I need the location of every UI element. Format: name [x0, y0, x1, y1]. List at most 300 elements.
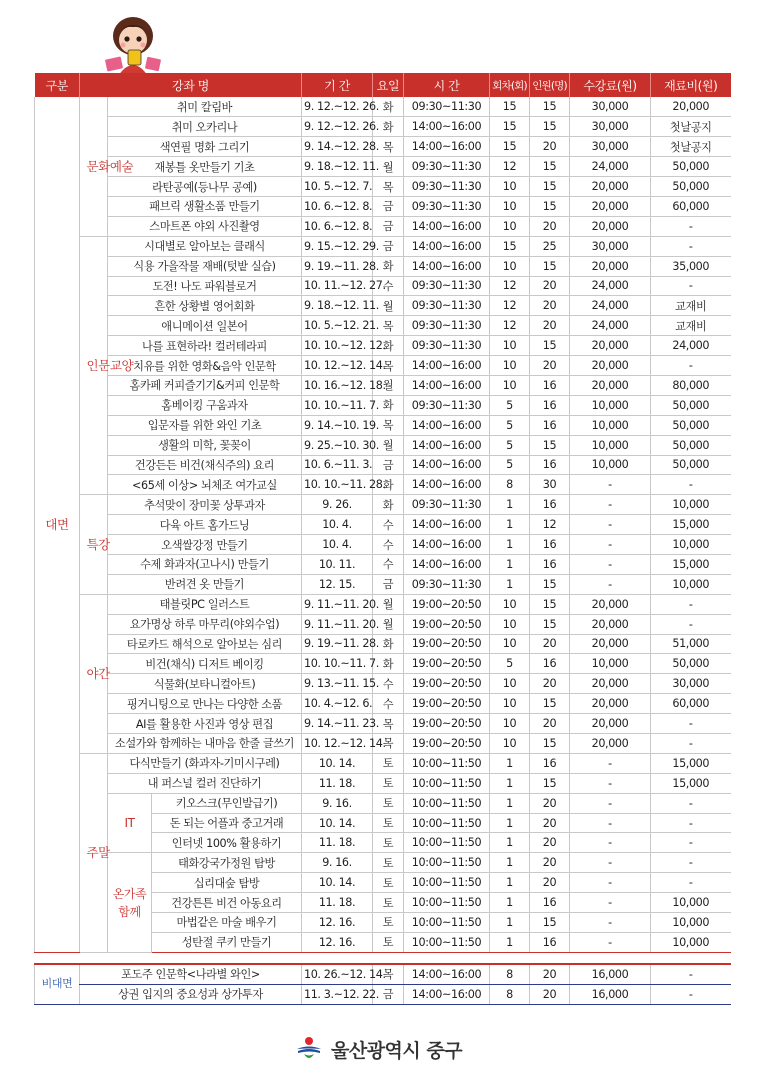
course-name: 태화강국가정원 탐방 — [152, 853, 302, 873]
course-capacity: 20 — [530, 813, 570, 833]
course-sessions: 1 — [490, 515, 530, 535]
course-material: 첫날공지 — [651, 137, 731, 157]
course-material: 50,000 — [651, 157, 731, 177]
course-period: 10. 6.~11. 3. — [302, 455, 373, 475]
course-capacity: 15 — [530, 694, 570, 714]
course-time: 19:00~20:50 — [404, 634, 490, 654]
course-day: 월 — [373, 614, 404, 634]
course-capacity: 20 — [530, 137, 570, 157]
table-row — [35, 475, 731, 495]
course-capacity: 16 — [530, 535, 570, 555]
course-day: 금 — [373, 236, 404, 256]
course-name: 시대별로 알아보는 클래식 — [108, 236, 302, 256]
course-day: 월 — [373, 375, 404, 395]
course-day: 수 — [373, 535, 404, 555]
table-row — [35, 455, 731, 475]
course-sessions: 12 — [490, 296, 530, 316]
course-material: - — [651, 714, 731, 734]
course-capacity: 20 — [530, 714, 570, 734]
course-sessions: 1 — [490, 495, 530, 515]
table-row — [35, 375, 731, 395]
course-period: 9. 14.~10. 19. — [302, 415, 373, 435]
course-period: 11. 18. — [302, 773, 373, 793]
course-day: 금 — [373, 455, 404, 475]
course-name: 반려견 옷 만들기 — [108, 574, 302, 594]
table-row — [35, 714, 731, 734]
course-capacity: 15 — [530, 177, 570, 197]
course-time: 10:00~11:50 — [404, 893, 490, 913]
course-sessions: 1 — [490, 833, 530, 853]
course-period: 10. 4.~12. 6. — [302, 694, 373, 714]
course-material: - — [651, 734, 731, 754]
course-capacity: 20 — [530, 793, 570, 813]
course-material: 교재비 — [651, 316, 731, 336]
table-row — [35, 296, 731, 316]
course-capacity: 16 — [530, 415, 570, 435]
course-capacity: 20 — [530, 873, 570, 893]
course-material: 10,000 — [651, 535, 731, 555]
course-day: 토 — [373, 853, 404, 873]
table-row — [35, 853, 731, 873]
course-sessions: 1 — [490, 773, 530, 793]
course-time: 19:00~20:50 — [404, 654, 490, 674]
course-material: 60,000 — [651, 694, 731, 714]
course-fee: - — [570, 932, 651, 952]
course-capacity: 15 — [530, 196, 570, 216]
course-day: 월 — [373, 594, 404, 614]
group-label-culture: 문화예술 — [80, 97, 108, 236]
course-material: - — [651, 984, 731, 1004]
course-day: 화 — [373, 654, 404, 674]
course-capacity: 15 — [530, 913, 570, 933]
course-day: 금 — [373, 574, 404, 594]
course-period: 9. 15.~12. 29. — [302, 236, 373, 256]
course-name: 식물화(보타니컬아트) — [108, 674, 302, 694]
course-day: 토 — [373, 932, 404, 952]
course-fee: - — [570, 773, 651, 793]
course-capacity: 20 — [530, 296, 570, 316]
course-material: 10,000 — [651, 574, 731, 594]
table-row — [35, 117, 731, 137]
course-capacity: 15 — [530, 336, 570, 356]
course-day: 화 — [373, 336, 404, 356]
course-day: 금 — [373, 216, 404, 236]
course-time: 09:30~11:30 — [404, 97, 490, 117]
course-time: 09:30~11:30 — [404, 495, 490, 515]
course-time: 09:30~11:30 — [404, 276, 490, 296]
table-row — [35, 734, 731, 754]
table-header-row — [35, 73, 731, 97]
table-row — [35, 97, 731, 117]
course-material: 20,000 — [651, 97, 731, 117]
course-period: 11. 18. — [302, 893, 373, 913]
course-time: 14:00~16:00 — [404, 964, 490, 984]
course-name: 패브릭 생활소품 만들기 — [108, 196, 302, 216]
course-period: 9. 16. — [302, 793, 373, 813]
course-period: 10. 10.~11. 28. — [302, 475, 373, 495]
course-material: - — [651, 873, 731, 893]
table-row — [35, 515, 731, 535]
header-time: 시 간 — [404, 73, 490, 97]
course-capacity: 16 — [530, 654, 570, 674]
table-row — [35, 634, 731, 654]
course-material: - — [651, 356, 731, 376]
group-label-humanities: 인문교양 — [80, 236, 108, 495]
course-time: 14:00~16:00 — [404, 475, 490, 495]
mascot-illustration — [98, 10, 168, 78]
course-time: 14:00~16:00 — [404, 256, 490, 276]
course-material: 교재비 — [651, 296, 731, 316]
course-day: 토 — [373, 813, 404, 833]
course-fee: - — [570, 813, 651, 833]
course-material: 10,000 — [651, 495, 731, 515]
course-day: 금 — [373, 984, 404, 1004]
course-time: 09:30~11:30 — [404, 296, 490, 316]
course-sessions: 12 — [490, 157, 530, 177]
course-material: 30,000 — [651, 674, 731, 694]
course-capacity: 20 — [530, 984, 570, 1004]
course-period: 9. 13.~11. 15. — [302, 674, 373, 694]
course-period: 9. 11.~11. 20. — [302, 594, 373, 614]
course-name: 상권 입지의 중요성과 상가투자 — [80, 984, 302, 1004]
course-capacity: 15 — [530, 574, 570, 594]
course-fee: 16,000 — [570, 964, 651, 984]
course-material: 80,000 — [651, 375, 731, 395]
course-day: 목 — [373, 415, 404, 435]
course-fee: - — [570, 554, 651, 574]
course-time: 10:00~11:50 — [404, 873, 490, 893]
header-course: 강좌 명 — [80, 73, 302, 97]
section-divider — [35, 952, 731, 964]
course-name: 색연필 명화 그리기 — [108, 137, 302, 157]
course-period: 10. 26.~12. 14. — [302, 964, 373, 984]
course-fee: 10,000 — [570, 455, 651, 475]
header-material: 재료비(원) — [651, 73, 731, 97]
course-name: 다육 아트 홈가드닝 — [108, 515, 302, 535]
course-name: 태블릿PC 일러스트 — [108, 594, 302, 614]
course-fee: - — [570, 893, 651, 913]
course-material: 15,000 — [651, 554, 731, 574]
course-name: 핑거니팅으로 만나는 다양한 소품 — [108, 694, 302, 714]
course-capacity: 15 — [530, 734, 570, 754]
course-material: - — [651, 614, 731, 634]
course-sessions: 1 — [490, 813, 530, 833]
header-capacity: 인원(명) — [530, 73, 570, 97]
course-period: 10. 5.~12. 21. — [302, 316, 373, 336]
course-material: - — [651, 853, 731, 873]
course-material: 50,000 — [651, 415, 731, 435]
course-name: 식용 가을작물 재배(텃밭 실습) — [108, 256, 302, 276]
course-name: 인터넷 100% 활용하기 — [152, 833, 302, 853]
course-fee: 20,000 — [570, 594, 651, 614]
table-row — [35, 177, 731, 197]
course-fee: - — [570, 753, 651, 773]
course-day: 목 — [373, 137, 404, 157]
course-sessions: 15 — [490, 137, 530, 157]
course-name: 취미 오카리나 — [108, 117, 302, 137]
course-material: 51,000 — [651, 634, 731, 654]
course-time: 19:00~20:50 — [404, 614, 490, 634]
course-time: 09:30~11:30 — [404, 395, 490, 415]
course-day: 토 — [373, 753, 404, 773]
course-time: 09:30~11:30 — [404, 157, 490, 177]
course-capacity: 25 — [530, 236, 570, 256]
course-fee: 24,000 — [570, 276, 651, 296]
section-nonface-label: 비대면 — [35, 964, 80, 1004]
course-sessions: 1 — [490, 873, 530, 893]
course-period: 11. 18. — [302, 833, 373, 853]
table-row — [35, 964, 731, 984]
course-time: 10:00~11:50 — [404, 773, 490, 793]
course-sessions: 10 — [490, 634, 530, 654]
course-sessions: 10 — [490, 256, 530, 276]
course-name: 타로카드 해석으로 알아보는 심리 — [108, 634, 302, 654]
course-sessions: 1 — [490, 913, 530, 933]
course-period: 9. 14.~12. 28. — [302, 137, 373, 157]
course-material: 60,000 — [651, 196, 731, 216]
course-name: 도전! 나도 파워블로거 — [108, 276, 302, 296]
course-time: 10:00~11:50 — [404, 853, 490, 873]
course-time: 14:00~16:00 — [404, 554, 490, 574]
course-name: 치유를 위한 영화&음악 인문학 — [108, 356, 302, 376]
table-row — [35, 984, 731, 1004]
course-fee: - — [570, 515, 651, 535]
subgroup-label-family: 온가족 함께 — [108, 853, 152, 952]
table-row — [35, 614, 731, 634]
course-capacity: 15 — [530, 614, 570, 634]
table-row — [35, 574, 731, 594]
course-period: 9. 19.~11. 28. — [302, 256, 373, 276]
course-name: 십리대숲 탐방 — [152, 873, 302, 893]
course-period: 9. 12.~12. 26. — [302, 97, 373, 117]
course-sessions: 10 — [490, 614, 530, 634]
course-capacity: 20 — [530, 833, 570, 853]
course-day: 수 — [373, 515, 404, 535]
course-sessions: 1 — [490, 793, 530, 813]
course-name: 수제 화과자(고나시) 만들기 — [108, 554, 302, 574]
course-material: 첫날공지 — [651, 117, 731, 137]
course-day: 토 — [373, 913, 404, 933]
course-material: - — [651, 793, 731, 813]
course-capacity: 16 — [530, 375, 570, 395]
course-fee: 10,000 — [570, 654, 651, 674]
course-time: 14:00~16:00 — [404, 515, 490, 535]
course-time: 14:00~16:00 — [404, 236, 490, 256]
course-fee: 30,000 — [570, 236, 651, 256]
table-row — [35, 694, 731, 714]
course-name: 돈 되는 어플과 중고거래 — [152, 813, 302, 833]
table-row — [35, 395, 731, 415]
course-day: 화 — [373, 395, 404, 415]
course-name: 다식만들기 (화과자-기미시구레) — [108, 753, 302, 773]
course-fee: 30,000 — [570, 137, 651, 157]
course-capacity: 15 — [530, 97, 570, 117]
course-day: 토 — [373, 793, 404, 813]
course-fee: 20,000 — [570, 375, 651, 395]
course-sessions: 1 — [490, 535, 530, 555]
table-row — [35, 415, 731, 435]
course-name: 건강든든 비건(채식주의) 요리 — [108, 455, 302, 475]
course-capacity: 15 — [530, 256, 570, 276]
course-time: 19:00~20:50 — [404, 734, 490, 754]
course-capacity: 15 — [530, 594, 570, 614]
table-row — [35, 137, 731, 157]
course-capacity: 30 — [530, 475, 570, 495]
course-time: 10:00~11:50 — [404, 833, 490, 853]
header-sessions: 회차(회) — [490, 73, 530, 97]
course-sessions: 10 — [490, 734, 530, 754]
course-sessions: 15 — [490, 236, 530, 256]
course-period: 10. 12.~12. 14. — [302, 734, 373, 754]
course-day: 목 — [373, 734, 404, 754]
course-day: 목 — [373, 177, 404, 197]
course-capacity: 15 — [530, 435, 570, 455]
course-fee: 20,000 — [570, 196, 651, 216]
course-sessions: 1 — [490, 574, 530, 594]
course-capacity: 15 — [530, 773, 570, 793]
course-sessions: 10 — [490, 356, 530, 376]
course-sessions: 10 — [490, 336, 530, 356]
table-row — [35, 196, 731, 216]
course-sessions: 10 — [490, 216, 530, 236]
course-fee: - — [570, 475, 651, 495]
course-name: 오색쌀강정 만들기 — [108, 535, 302, 555]
course-fee: - — [570, 833, 651, 853]
group-label-weekend: 주말 — [80, 753, 108, 952]
course-name: 라탄공예(등나무 공예) — [108, 177, 302, 197]
course-time: 10:00~11:50 — [404, 813, 490, 833]
course-period: 12. 16. — [302, 932, 373, 952]
course-period: 10. 4. — [302, 535, 373, 555]
table-row — [35, 316, 731, 336]
footer-org-name: 울산광역시 중구 — [331, 1039, 463, 1062]
course-day: 화 — [373, 475, 404, 495]
course-time: 19:00~20:50 — [404, 674, 490, 694]
course-capacity: 20 — [530, 674, 570, 694]
table-row — [35, 753, 731, 773]
course-name: 애니메이션 일본어 — [108, 316, 302, 336]
course-fee: - — [570, 495, 651, 515]
course-time: 19:00~20:50 — [404, 594, 490, 614]
course-time: 14:00~16:00 — [404, 117, 490, 137]
course-period: 10. 12.~12. 14. — [302, 356, 373, 376]
course-period: 9. 18.~12. 11. — [302, 296, 373, 316]
course-period: 9. 25.~10. 30. — [302, 435, 373, 455]
course-capacity: 16 — [530, 893, 570, 913]
table-body — [35, 97, 731, 1004]
course-capacity: 20 — [530, 634, 570, 654]
course-material: 50,000 — [651, 435, 731, 455]
course-fee: 20,000 — [570, 674, 651, 694]
course-capacity: 16 — [530, 455, 570, 475]
course-fee: 20,000 — [570, 614, 651, 634]
course-name: 건강튼튼 비건 아동요리 — [152, 893, 302, 913]
table-row — [35, 594, 731, 614]
course-period: 10. 11. — [302, 554, 373, 574]
course-capacity: 20 — [530, 853, 570, 873]
course-day: 목 — [373, 356, 404, 376]
course-time: 09:30~11:30 — [404, 574, 490, 594]
course-name: 입문자를 위한 와인 기초 — [108, 415, 302, 435]
course-time: 14:00~16:00 — [404, 216, 490, 236]
course-period: 9. 26. — [302, 495, 373, 515]
course-period: 10. 4. — [302, 515, 373, 535]
course-material: - — [651, 833, 731, 853]
course-time: 19:00~20:50 — [404, 714, 490, 734]
course-time: 14:00~16:00 — [404, 375, 490, 395]
course-fee: 20,000 — [570, 694, 651, 714]
course-day: 수 — [373, 694, 404, 714]
course-name: 포도주 인문학<나라별 와인> — [80, 964, 302, 984]
header-fee: 수강료(원) — [570, 73, 651, 97]
course-fee: 20,000 — [570, 714, 651, 734]
course-name: 소설가와 함께하는 내마음 한줄 글쓰기 — [108, 734, 302, 754]
course-material: 50,000 — [651, 455, 731, 475]
course-sessions: 10 — [490, 714, 530, 734]
course-day: 금 — [373, 196, 404, 216]
course-material: 24,000 — [651, 336, 731, 356]
course-sessions: 1 — [490, 893, 530, 913]
course-sessions: 8 — [490, 475, 530, 495]
course-day: 수 — [373, 554, 404, 574]
course-day: 목 — [373, 714, 404, 734]
course-material: 10,000 — [651, 893, 731, 913]
course-fee: 20,000 — [570, 256, 651, 276]
course-time: 09:30~11:30 — [404, 336, 490, 356]
course-time: 14:00~16:00 — [404, 356, 490, 376]
course-fee: - — [570, 913, 651, 933]
divider-cell — [35, 952, 731, 964]
course-capacity: 16 — [530, 395, 570, 415]
course-fee: 24,000 — [570, 296, 651, 316]
course-day: 화 — [373, 634, 404, 654]
table-row — [35, 336, 731, 356]
course-name: 홈카페 커피즐기기&커피 인문학 — [108, 375, 302, 395]
course-sessions: 5 — [490, 435, 530, 455]
course-name: 성탄절 쿠키 만들기 — [152, 932, 302, 952]
course-name: 마법같은 마술 배우기 — [152, 913, 302, 933]
table-row — [35, 216, 731, 236]
course-fee: 10,000 — [570, 435, 651, 455]
course-name: 흔한 상황별 영어회화 — [108, 296, 302, 316]
course-name: 재봉틀 옷만들기 기초 — [108, 157, 302, 177]
course-fee: 20,000 — [570, 336, 651, 356]
subgroup-label-it: IT — [108, 793, 152, 853]
course-period: 10. 6.~12. 8. — [302, 216, 373, 236]
course-day: 수 — [373, 674, 404, 694]
course-time: 10:00~11:50 — [404, 932, 490, 952]
table-row — [35, 157, 731, 177]
course-fee: 30,000 — [570, 117, 651, 137]
course-day: 토 — [373, 893, 404, 913]
ulsan-junggu-logo-icon — [295, 1036, 323, 1062]
course-period: 10. 14. — [302, 873, 373, 893]
course-sessions: 10 — [490, 674, 530, 694]
course-fee: 20,000 — [570, 216, 651, 236]
course-fee: - — [570, 873, 651, 893]
course-sessions: 15 — [490, 97, 530, 117]
course-fee: 10,000 — [570, 415, 651, 435]
course-name: 키오스크(무인발급기) — [152, 793, 302, 813]
course-capacity: 20 — [530, 276, 570, 296]
course-material: - — [651, 216, 731, 236]
course-time: 09:30~11:30 — [404, 196, 490, 216]
course-sessions: 15 — [490, 117, 530, 137]
course-period: 10. 16.~12. 18. — [302, 375, 373, 395]
table-row — [35, 773, 731, 793]
table-row — [35, 793, 731, 813]
course-period: 9. 19.~11. 28. — [302, 634, 373, 654]
